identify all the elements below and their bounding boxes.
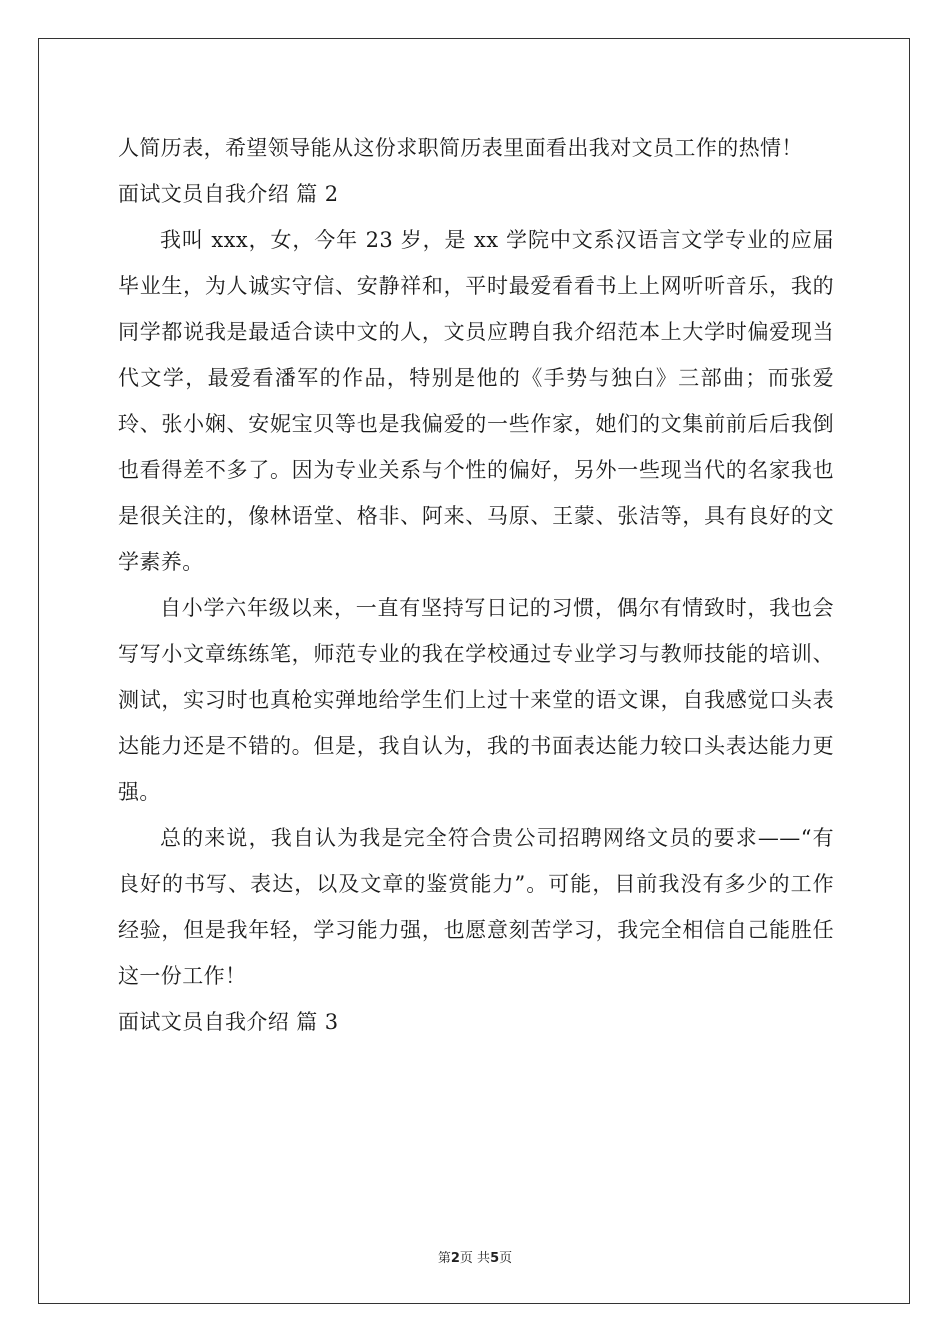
section-heading-3: 面试文员自我介绍 篇 3 <box>118 1010 339 1034</box>
footer-suffix: 页 <box>499 1251 513 1266</box>
page-footer <box>0 1247 950 1266</box>
footer-page-number: 2 <box>450 1251 460 1266</box>
footer-middle: 页 共 <box>459 1251 491 1266</box>
paragraph-2: 自小学六年级以来，一直有坚持写日记的习惯，偶尔有情致时，我也会写写小文章练练笔，师范专业的我在学校通过专业学习与教师技能的培训、测试，实习时也真枪实弹地给学生们上过十来堂的语文课，自我感觉口头表达能力还是不错的。但是，我自认为，我的书面表达能力较口头表达能力更强。 <box>118 596 834 804</box>
document-body <box>118 125 834 1045</box>
footer-prefix: 第 <box>437 1251 451 1266</box>
paragraph-3: 总的来说，我自认为我是完全符合贵公司招聘网络文员的要求——“有良好的书写、表达，以及文章的鉴赏能力”。可能，目前我没有多少的工作经验，但是我年轻，学习能力强，也愿意刻苦学习，我完全相信自己能胜任这一份工作！ <box>118 826 834 988</box>
continuation-paragraph: 人简历表，希望领导能从这份求职简历表里面看出我对文员工作的热情！ <box>118 136 803 160</box>
section-heading-2: 面试文员自我介绍 篇 2 <box>118 182 339 206</box>
footer-total-pages: 5 <box>490 1251 500 1266</box>
paragraph-1: 我叫 xxx，女，今年 23 岁，是 xx 学院中文系汉语言文学专业的应届毕业生，为人诚实守信、安静祥和，平时最爱看看书上上网听听音乐，我的同学都说我是最适合读中文的人，文员应聘自我介绍范本上大学时偏爱现当代文学，最爱看潘军的作品，特别是他的《手势与独白》三部曲；而张爱玲、张小娴、安妮宝贝等也是我偏爱的一些作家，她们的文集前前后后我倒也看得差不多了。因为专业关系与个性的偏好，另外一些现当代的名家我也是很关注的，像林语堂、格非、阿来、马原、王蒙、张洁等，具有良好的文学素养。 <box>118 228 834 574</box>
